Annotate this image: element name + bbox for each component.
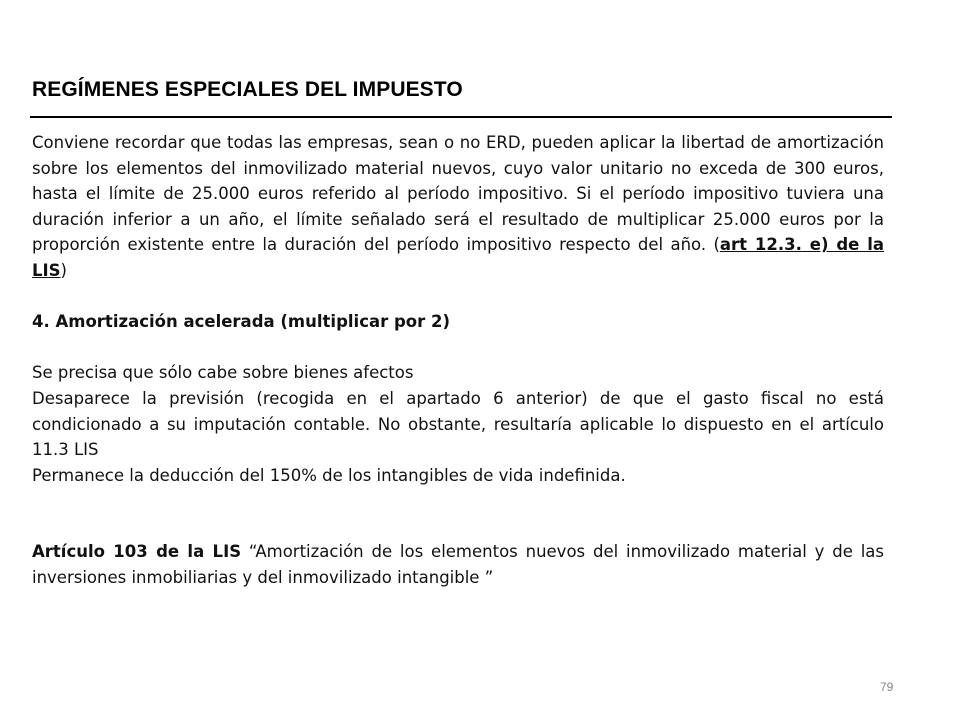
article-quote: “Amortización de los elementos nuevos del inmovilizado material y de las inversiones inmobiliarias y del inmovilizado intangible ” [32, 542, 884, 587]
article-label: Artículo 103 de la LIS [32, 542, 242, 562]
title-divider [30, 116, 892, 118]
lis-article-link[interactable]: art 12.3. e) de la LIS [32, 235, 884, 280]
spacer [32, 335, 884, 361]
spacer [32, 488, 884, 539]
page-number: 79 [880, 680, 894, 694]
ref-close: ) [60, 260, 67, 280]
provision-paragraph: Desaparece la previsión (recogida en el apartado 6 anterior) de que el gasto fiscal no está condicionado a su imputación contable. No obstante, resultaría aplicable lo dispuesto en el artículo 11.3 LIS [32, 388, 884, 460]
slide-title: REGÍMENES ESPECIALES DEL IMPUESTO [32, 78, 463, 101]
section-heading: 4. Amortización acelerada (multiplicar por 2) [32, 312, 451, 332]
spacer [32, 284, 884, 310]
deduction-line: Permanece la deducción del 150% de los intangibles de vida indefinida. [32, 465, 626, 485]
affected-assets-line: Se precisa que sólo cabe sobre bienes afectos [32, 363, 414, 383]
ref-open: ( [713, 235, 720, 255]
intro-text: Conviene recordar que todas las empresas, sean o no ERD, pueden aplicar la libertad de amortización sobre los elementos del inmovilizado material nuevos, cuyo valor unitario no exceda de 300 euros, hasta el límite de 25.000 euros referido al período impositivo. Si el período impositivo tuviera una duración inferior a un año, el límite señalado será el resultado de multiplicar 25.000 euros por la proporción existente entre la duración del período impositivo respecto del año. [32, 133, 884, 255]
intro-paragraph [32, 130, 884, 284]
article-paragraph [32, 539, 884, 590]
slide-body [32, 130, 884, 591]
